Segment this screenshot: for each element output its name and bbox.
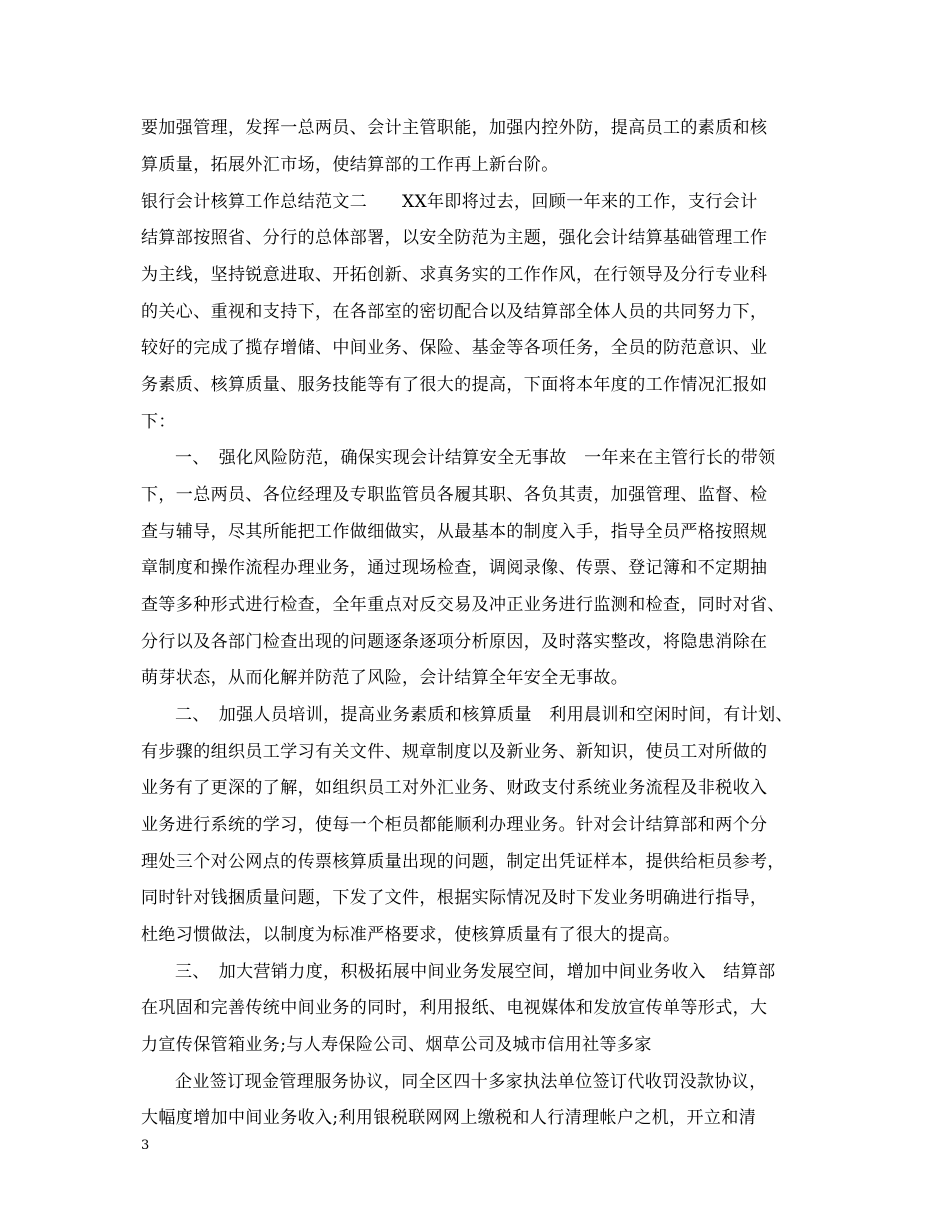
- text-line: 萌芽状态，从而化解并防范了风险，会计结算全年安全无事故。: [141, 668, 629, 688]
- text-line: 有步骤的组织员工学习有关文件、规章制度以及新业务、新知识，使员工对所做的: [141, 742, 768, 762]
- text-line: 业务有了更深的了解，如组织员工对外汇业务、财政支付系统业务流程及非税收入: [141, 778, 768, 798]
- text-line: 要加强管理，发挥一总两员、会计主管职能，加强内控外防，提高员工的素质和核: [141, 118, 768, 138]
- text-line: 结算部按照省、分行的总体部署，以安全防范为主题，强化会计结算基础管理工作: [141, 228, 768, 248]
- text-line: 理处三个对公网点的传票核算质量出现的问题，制定出凭证样本，提供给柜员参考，: [141, 852, 785, 872]
- section-heading-line: 三、 加大营销力度，积极拓展中间业务发展空间，增加中间业务收入 结算部: [175, 962, 776, 982]
- text-line: 同时针对钱捆质量问题，下发了文件，根据实际情况及时下发业务明确进行指导，: [141, 888, 768, 908]
- text-line: 下：: [141, 412, 176, 432]
- text-line: 企业签订现金管理服务协议，同全区四十多家执法单位签订代收罚没款协议，: [175, 1072, 767, 1092]
- text-line: 业务进行系统的学习，使每一个柜员都能顺利办理业务。针对会计结算部和两个分: [141, 815, 768, 835]
- text-line: 在巩固和完善传统中间业务的同时，利用报纸、电视媒体和发放宣传单等形式，大: [141, 998, 768, 1018]
- text-line: 大幅度增加中间业务收入;利用银税联网网上缴税和人行清理帐户之机，开立和清: [141, 1108, 757, 1128]
- text-line: 的关心、重视和支持下，在各部室的密切配合以及结算部全体人员的共同努力下，: [141, 302, 768, 322]
- section-heading-line: 一、 强化风险防范，确保实现会计结算安全无事故 一年来在主管行长的带领: [175, 448, 776, 468]
- text-line: 力宣传保管箱业务;与人寿保险公司、烟草公司及城市信用社等多家: [141, 1035, 652, 1055]
- text-line: 章制度和操作流程办理业务，通过现场检查，调阅录像、传票、登记簿和不定期抽: [141, 558, 768, 578]
- text-line: 查与辅导，尽其所能把工作做细做实，从最基本的制度入手，指导全员严格按照规: [141, 522, 768, 542]
- text-line: 查等多种形式进行检查，全年重点对反交易及冲正业务进行监测和检查，同时对省、: [141, 595, 785, 615]
- section-heading-line: 二、 加强人员培训，提高业务素质和核算质量 利用晨训和空闲时间，有计划、: [175, 705, 793, 725]
- text-line: 务素质、核算质量、服务技能等有了很大的提高，下面将本年度的工作情况汇报如: [141, 375, 768, 395]
- text-line: 较好的完成了揽存增储、中间业务、保险、基金等各项任务，全员的防范意识、业: [141, 338, 768, 358]
- text-line: 下，一总两员、各位经理及专职监管员各履其职、各负其责，加强管理、监督、检: [141, 485, 768, 505]
- text-line: 杜绝习惯做法，以制度为标准严格要求，使核算质量有了很大的提高。: [141, 925, 681, 945]
- text-line: 算质量，拓展外汇市场，使结算部的工作再上新台阶。: [141, 155, 559, 175]
- text-line: 银行会计核算工作总结范文二 XX年即将过去，回顾一年来的工作，支行会计: [141, 192, 758, 212]
- text-line: 分行以及各部门检查出现的问题逐条逐项分析原因，及时落实整改，将隐患消除在: [141, 632, 768, 652]
- text-line: 为主线，坚持锐意进取、开拓创新、求真务实的工作作风，在行领导及分行专业科: [141, 265, 768, 285]
- page-number: 3: [141, 1138, 150, 1153]
